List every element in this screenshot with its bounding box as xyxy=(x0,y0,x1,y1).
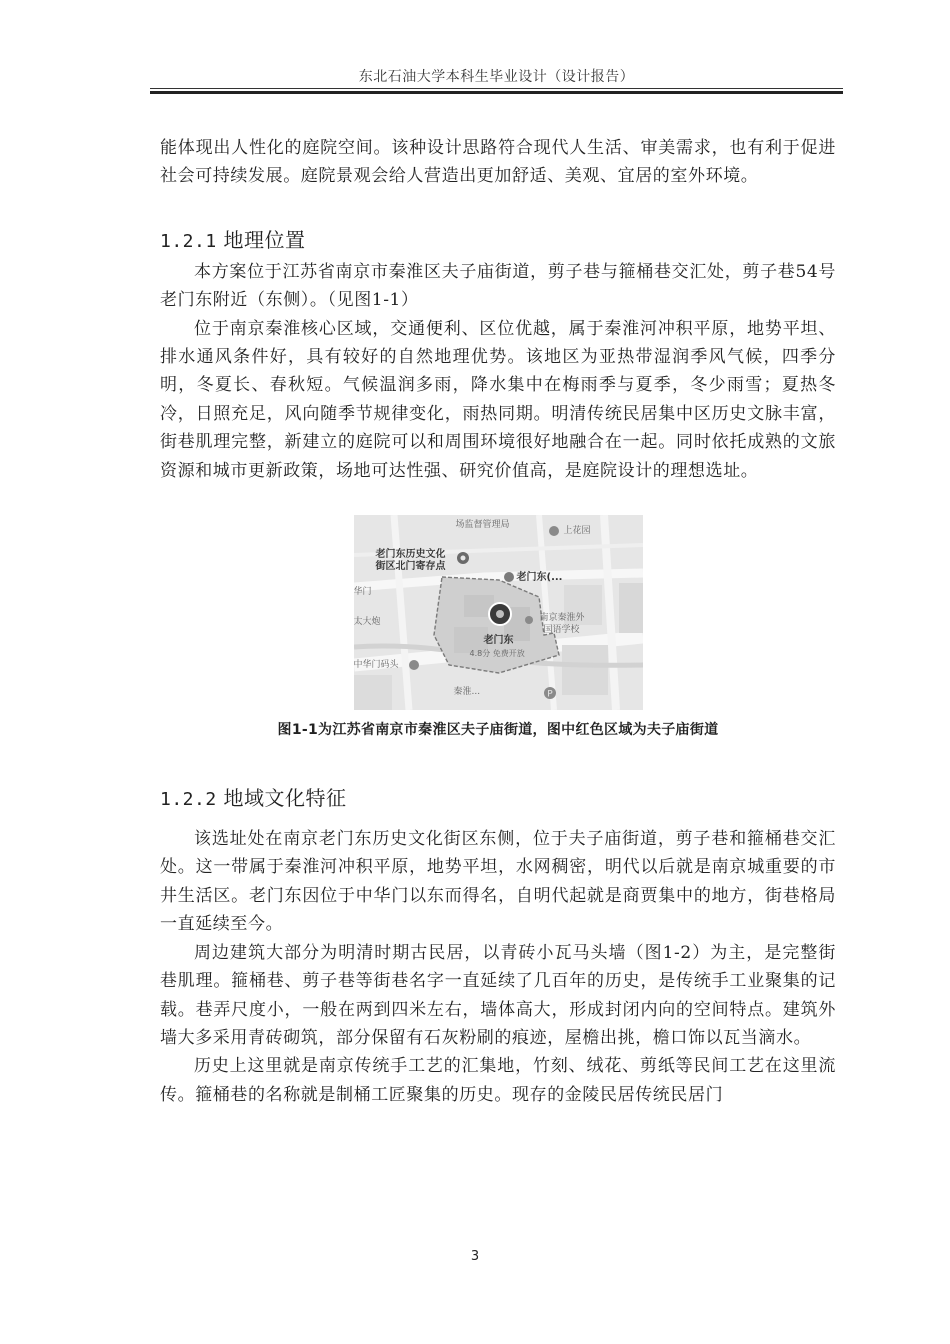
svg-text:P: P xyxy=(546,689,553,700)
paragraph: 历史上这里就是南京传统手工艺的汇集地，竹刻、绒花、剪纸等民间工艺在这里流传。箍桶巷的名称就是制桶工匠聚集的历史。现存的金陵民居传统民居门 xyxy=(160,1056,836,1105)
header-rule-thin xyxy=(150,88,843,89)
map-label: 场监督管理局 xyxy=(455,520,510,531)
map-block xyxy=(619,583,643,633)
map-figure xyxy=(354,515,643,710)
map-label: 4.8分 免费开放 xyxy=(469,649,525,659)
map-label: 街区北门寄存点 xyxy=(375,561,446,573)
paragraph: 本方案位于江苏省南京市秦淮区夫子庙街道，剪子巷与箍桶巷交汇处，剪子巷54号老门东附近（东侧）。（见图1-1） xyxy=(160,261,836,311)
poi-icon xyxy=(504,572,514,582)
paragraph: 位于南京秦淮核心区域，交通便利、区位优越，属于秦淮河冲积平原，地势平坦、排水通风条件好，具有较好的自然地理优势。该地区为亚热带湿润季风气候，四季分明，冬夏长、春秋短。气候温润多雨，降水集中在梅雨季与夏季，冬少雨雪；夏热冬冷，日照充足，风向随季节规律变化，雨热同期。明清传统民居集中区历史文脉丰富，街巷肌理完整，新建立的庭院可以和周围环境很好地融合在一起。同时依托成熟的文旅资源和城市更新政策，场地可达性强、研究价值高，是庭院设计的理想选址。 xyxy=(160,318,836,481)
map-label: 太大炮 xyxy=(353,617,381,628)
map-label: 华门 xyxy=(353,587,372,598)
intro-paragraph: 能体现出人性化的庭院空间。该种设计思路符合现代人生活、审美需求，也有利于促进社会可持续发展。庭院景观会给人营造出更加舒适、美观、宜居的室外环境。 xyxy=(160,138,836,187)
map-label: 秦淮... xyxy=(453,687,481,698)
map-label: 老门东历史文化 xyxy=(375,549,446,561)
map-label: 中华门码头 xyxy=(353,660,399,671)
page-number: 3 xyxy=(470,1249,480,1264)
figure-caption: 图1-1为江苏省南京市秦淮区夫子庙街道，图中红色区域为夫子庙街道 xyxy=(277,722,719,739)
header-rule-thick xyxy=(150,91,843,94)
paragraph: 周边建筑大部分为明清时期古民居，以青砖小瓦马头墙（图1-2）为主，是完整街巷肌理。箍桶巷、剪子巷等街巷名字一直延续了几百年的历史，是传统手工业聚集的记载。巷弄尺度小，一般在两到四米左右，墙体高大，形成封闭内向的空间特点。建筑外墙大多采用青砖砌筑，部分保留有石灰粉刷的痕迹，屋檐出挑，檐口饰以瓦当滴水。 xyxy=(160,942,836,1048)
section-number: 1.2.1 xyxy=(160,230,217,252)
page-content xyxy=(160,134,836,1109)
section-title: 地理位置 xyxy=(223,227,306,252)
section-title: 地域文化特征 xyxy=(223,786,347,811)
map-label: 上花园 xyxy=(563,526,591,537)
section-heading-1-2-1 xyxy=(160,225,836,257)
anchor-icon xyxy=(409,660,419,670)
section-heading-1-2-2 xyxy=(160,783,836,815)
map-block xyxy=(562,645,608,695)
map-block xyxy=(354,675,392,710)
page-header: 东北石油大学本科生毕业设计（设计报告） xyxy=(358,69,635,85)
poi-icon xyxy=(549,526,559,536)
section-number: 1.2.2 xyxy=(160,789,217,811)
map-label: 国语学校 xyxy=(543,625,580,636)
map-label: 南京秦淮外 xyxy=(539,613,585,624)
map-image xyxy=(354,515,643,710)
map-label: 老门东(... xyxy=(516,572,563,584)
poi-icon xyxy=(525,616,533,624)
map-label: 老门东 xyxy=(483,635,514,647)
paragraph: 该选址处在南京老门东历史文化街区东侧，位于夫子庙街道，剪子巷和箍桶巷交汇处。这一带属于秦淮河冲积平原，地势平坦，水网稠密，明代以后就是南京城重要的市井生活区。老门东因位于中华门以东而得名，自明代起就是商贾集中的地方，街巷格局一直延续至今。 xyxy=(160,829,836,935)
